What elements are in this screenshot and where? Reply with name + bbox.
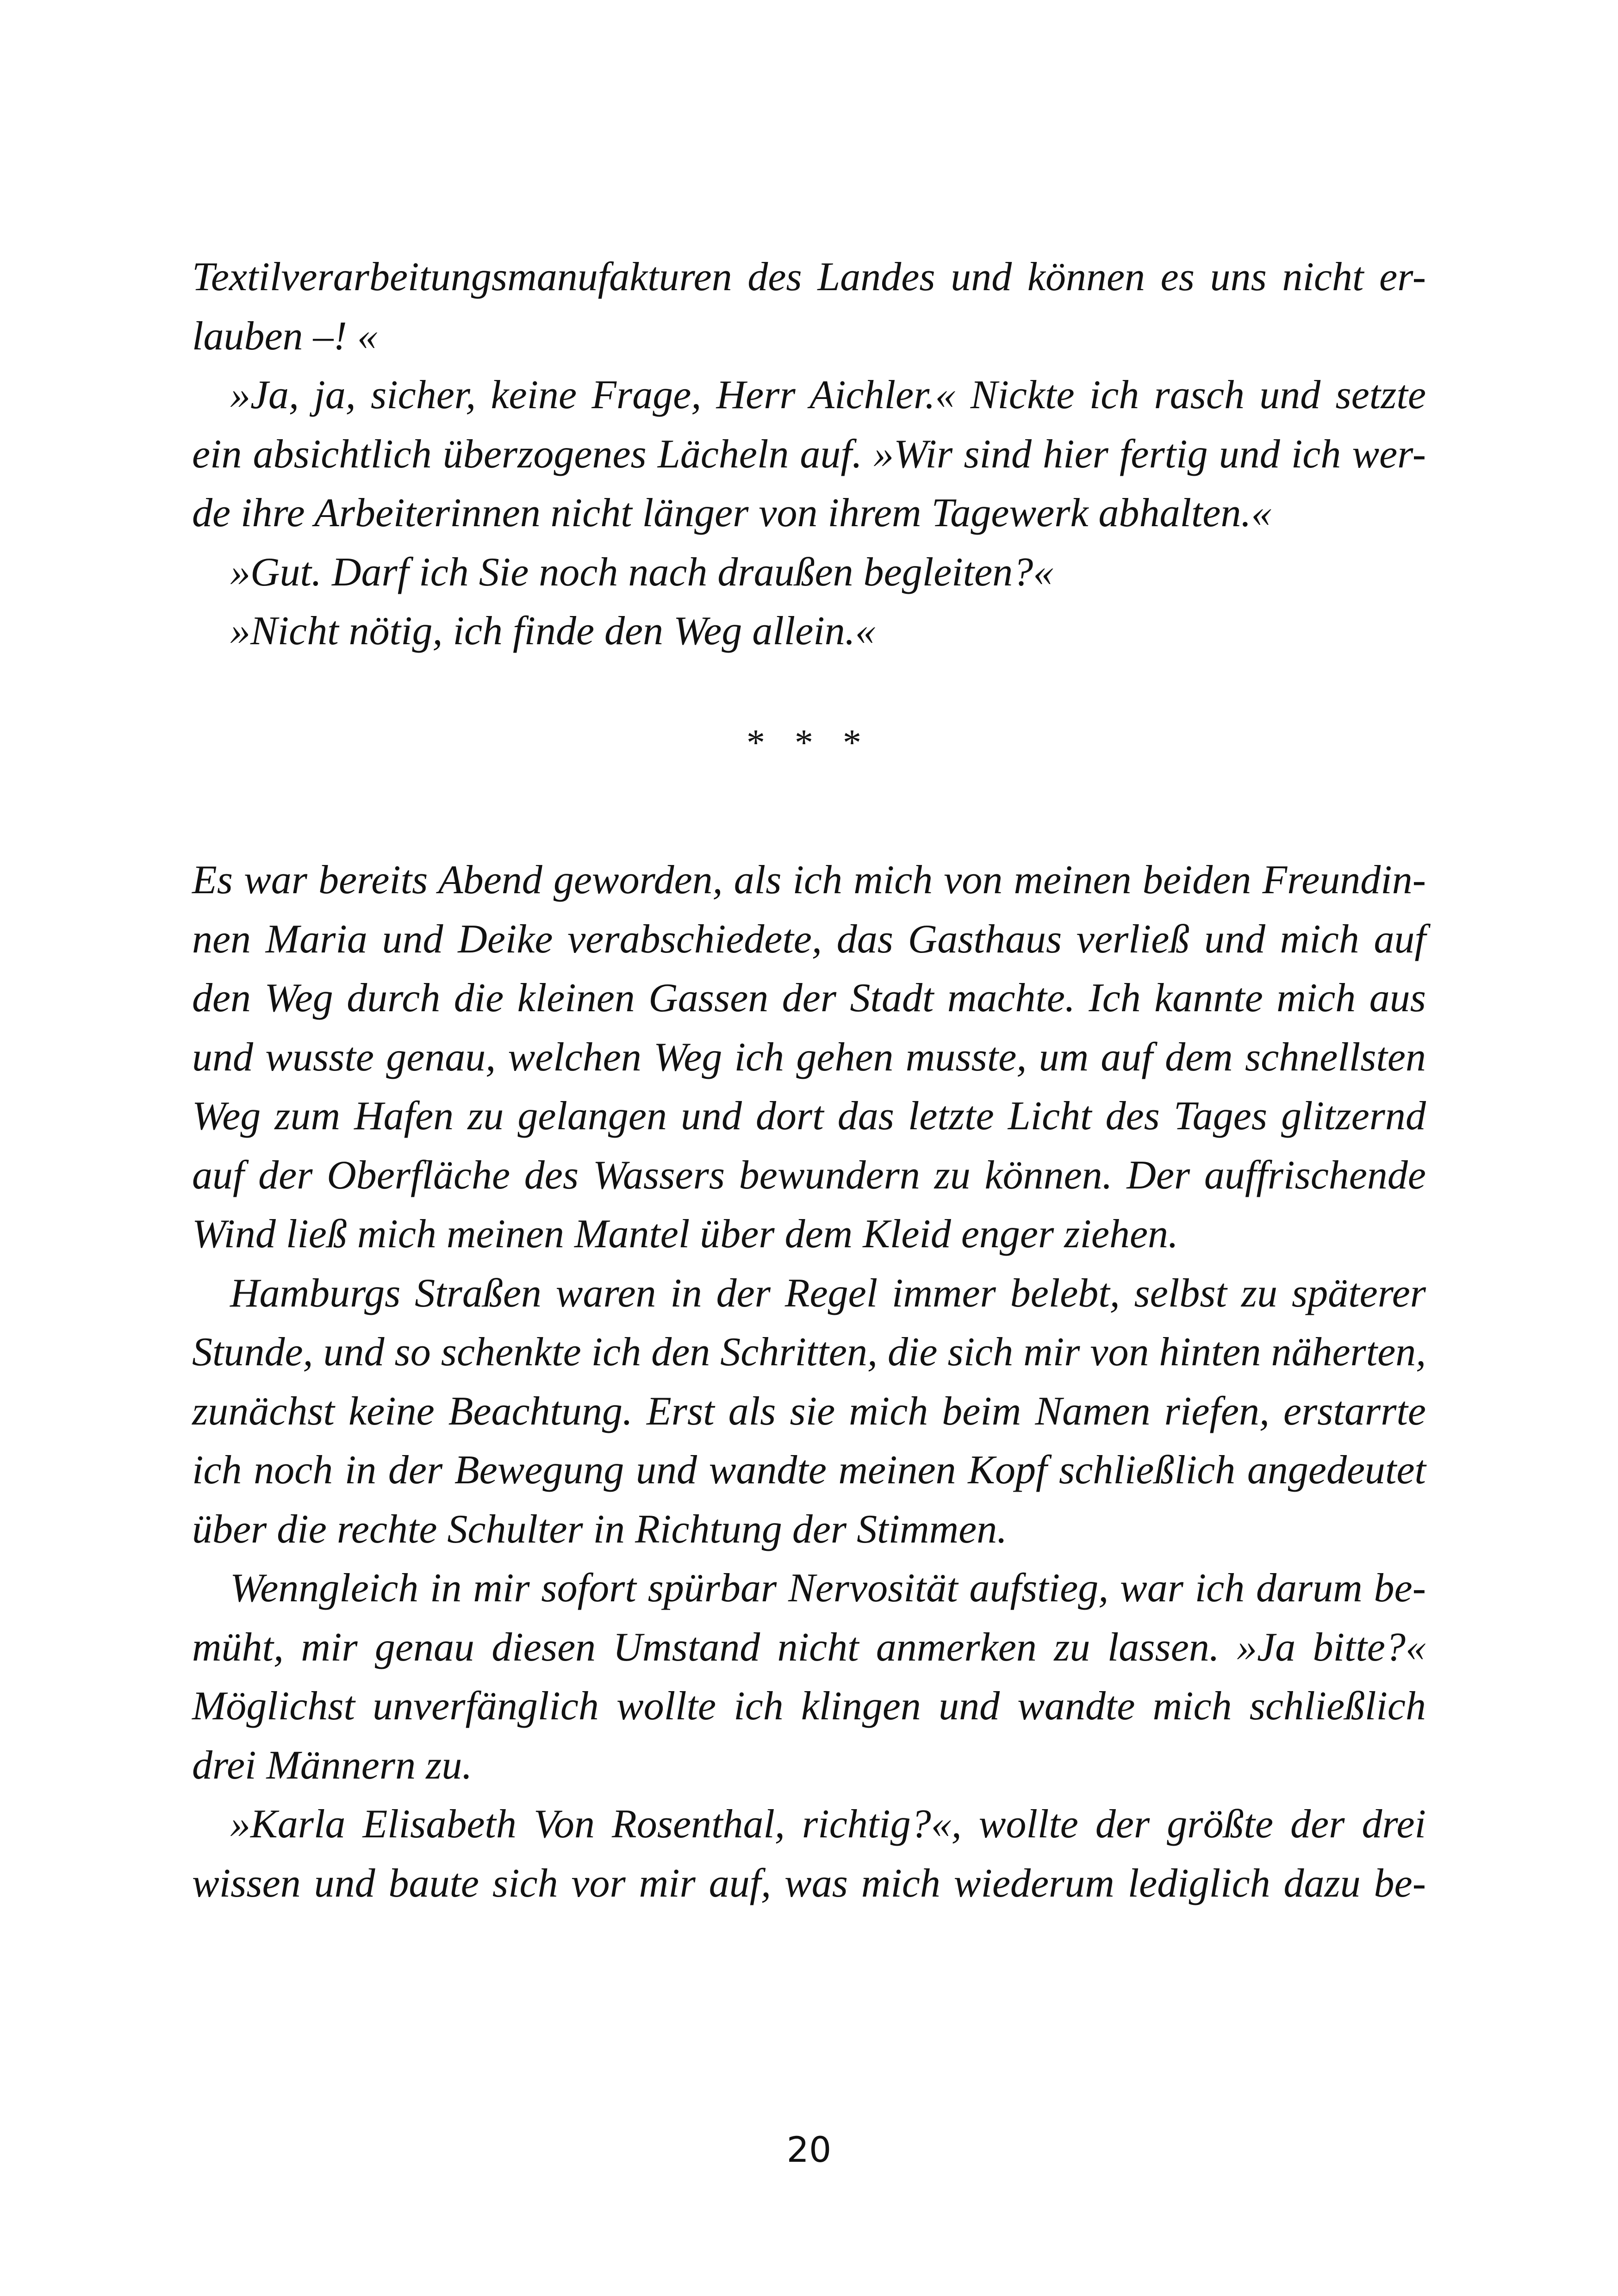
text-line: Stunde, und so schenkte ich den Schritten, die sich mir von hinten näherten,: [192, 1330, 1426, 1375]
text-line: über die rechte Schulter in Richtung der Stimmen.: [192, 1506, 1008, 1552]
text-line: den Weg durch die kleinen Gassen der Stadt machte. Ich kannte mich aus: [192, 976, 1426, 1020]
text-line: auf der Oberfläche des Wassers bewundern zu können. Der auffrischende: [192, 1152, 1426, 1198]
text-line: de ihre Arbeiterinnen nicht länger von ihrem Tagewerk abhalten.«: [192, 491, 1272, 535]
text-line: ein absichtlich überzogenes Lächeln auf. »Wir sind hier fertig und ich wer-: [192, 431, 1426, 477]
text-section-bottom: [192, 851, 1426, 1913]
text-line: »Gut. Darf ich Sie noch nach draußen begleiten?«: [230, 549, 1054, 595]
text-line: Wind ließ mich meinen Mantel über dem Kleid enger ziehen.: [192, 1212, 1179, 1257]
text-line: »Karla Elisabeth Von Rosenthal, richtig?«, wollte der größte der drei: [230, 1802, 1426, 1847]
text-line: nen Maria und Deike verabschiedete, das Gasthaus verließ und mich auf: [192, 916, 1426, 962]
section-separator: * * *: [747, 722, 871, 763]
text-line: Möglichst unverfänglich wollte ich klingen und wandte mich schließlich: [192, 1684, 1426, 1729]
page-number: 20: [786, 2129, 832, 2170]
text-line: drei Männern zu.: [192, 1742, 473, 1788]
text-line: zunächst keine Beachtung. Erst als sie mich beim Namen riefen, erstarrte: [192, 1388, 1426, 1434]
text-line: wissen und baute sich vor mir auf, was mich wiederum lediglich dazu be-: [192, 1860, 1426, 1906]
text-line: und wusste genau, welchen Weg ich gehen musste, um auf dem schnellsten: [192, 1034, 1426, 1080]
text-line: Wenngleich in mir sofort spürbar Nervosität aufstieg, war ich darum be-: [230, 1566, 1426, 1611]
text-line: lauben –! «: [192, 313, 378, 359]
text-line: ich noch in der Bewegung und wandte meinen Kopf schließlich angedeutet: [192, 1448, 1426, 1493]
text-line: Hamburgs Straßen waren in der Regel immer belebt, selbst zu späterer: [230, 1270, 1426, 1316]
text-line: müht, mir genau diesen Umstand nicht anmerken zu lassen. »Ja bitte?«: [192, 1624, 1426, 1670]
text-line: Textilverarbeitungsmanufakturen des Landes und können es uns nicht er-: [192, 255, 1426, 299]
text-line: »Ja, ja, sicher, keine Frage, Herr Aichler.« Nickte ich rasch und setzte: [230, 373, 1426, 417]
text-section-top: [192, 248, 1426, 661]
text-line: Weg zum Hafen zu gelangen und dort das letzte Licht des Tages glitzernd: [192, 1094, 1426, 1139]
text-line: »Nicht nötig, ich finde den Weg allein.«: [230, 609, 876, 653]
text-line: Es war bereits Abend geworden, als ich mich von meinen beiden Freundin-: [192, 858, 1426, 902]
